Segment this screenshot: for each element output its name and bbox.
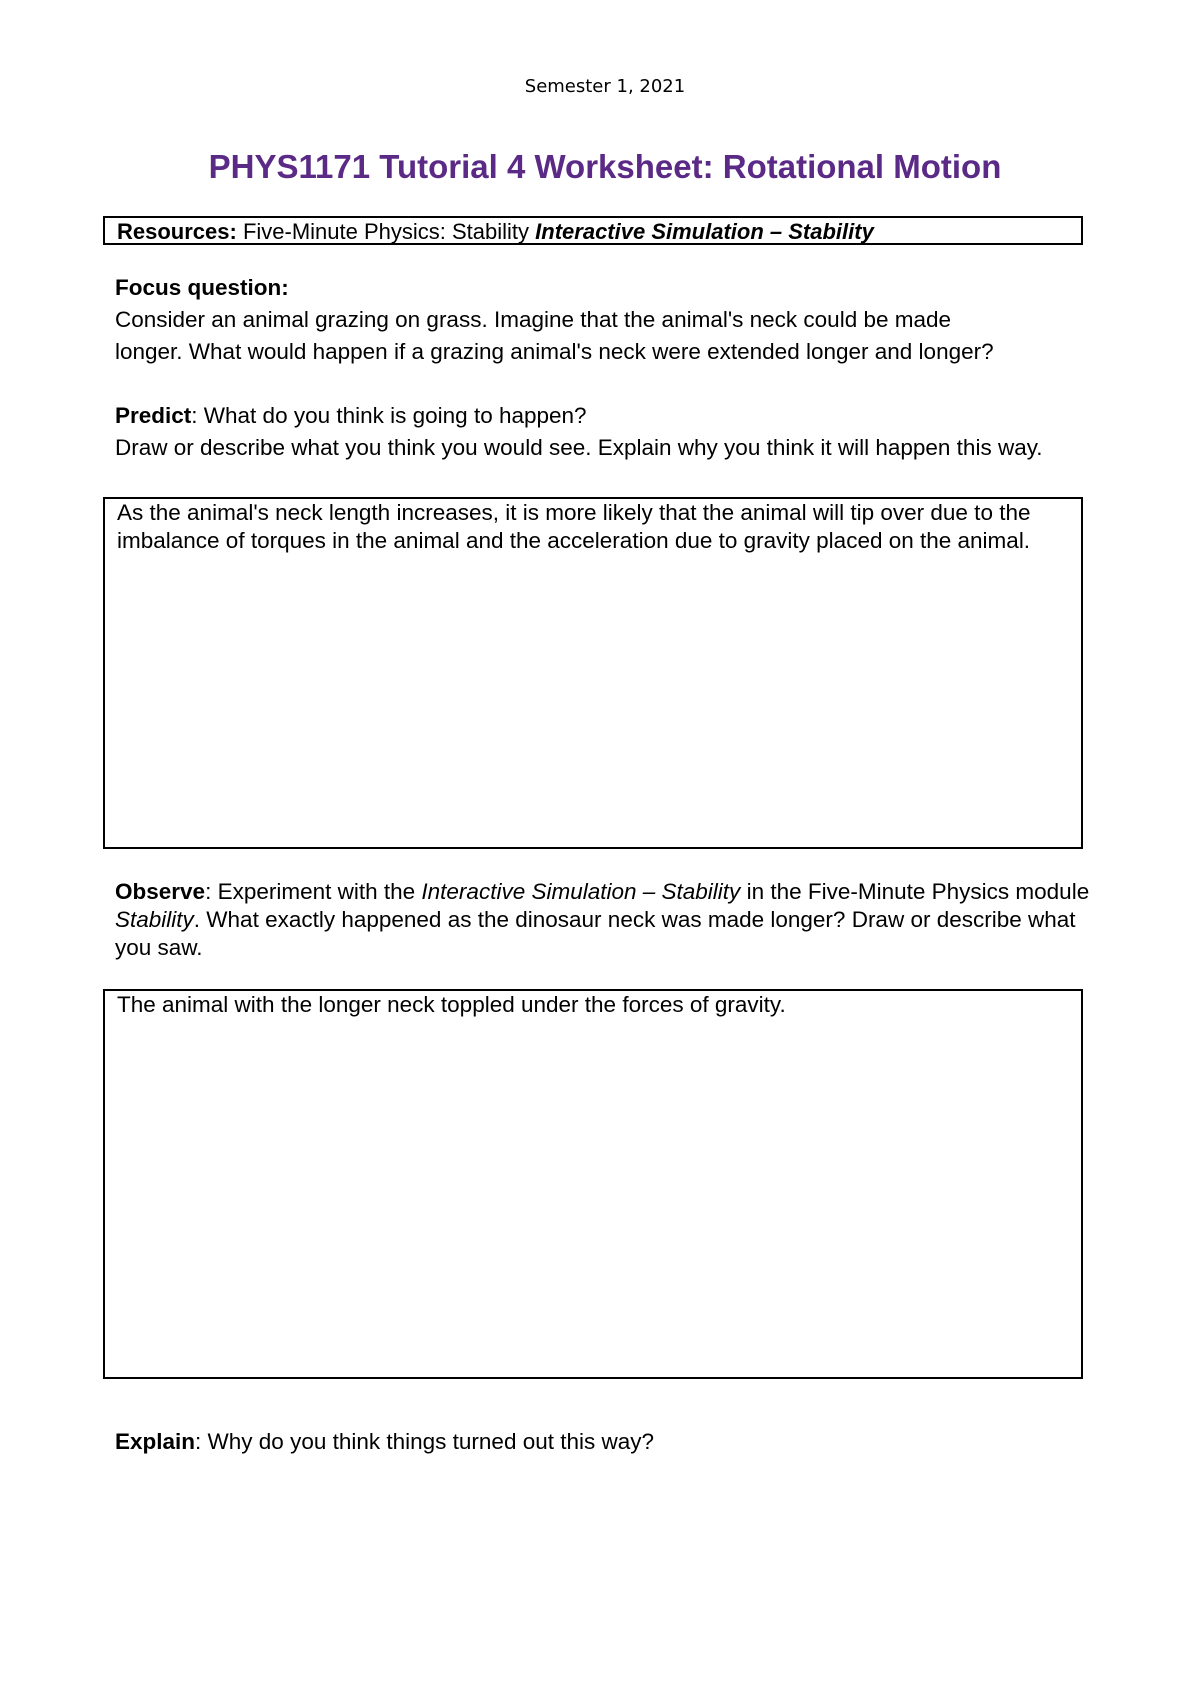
resources-link[interactable]: Interactive Simulation – Stability	[535, 219, 874, 244]
explain-label: Explain	[115, 1429, 196, 1454]
predict-answer-box[interactable]	[103, 497, 1083, 849]
predict-section	[115, 400, 1095, 464]
predict-label: Predict	[115, 403, 192, 428]
observe-sim-name: Interactive Simulation – Stability	[421, 879, 741, 904]
observe-module-name: Stability	[115, 907, 194, 932]
explain-section	[115, 1426, 1095, 1458]
observe-answer-box[interactable]	[103, 989, 1083, 1379]
observe-section	[115, 878, 1090, 962]
observe-label: Observe	[115, 879, 206, 904]
observe-text-3: . What exactly happened as the dinosaur neck was made longer? Draw or describe what you saw.	[115, 907, 1076, 960]
focus-question-line-1: Consider an animal grazing on grass. Imagine that the animal's neck could be made	[115, 307, 952, 332]
semester-header: Semester 1, 2021	[524, 76, 686, 97]
observe-text-1: : Experiment with the	[205, 879, 422, 904]
resources-label: Resources:	[117, 219, 237, 244]
page-title: PHYS1171 Tutorial 4 Worksheet: Rotational Motion	[208, 148, 1002, 185]
focus-question-section	[115, 272, 1095, 368]
predict-question-text: : What do you think is going to happen?	[191, 403, 587, 428]
predict-instruction: Draw or describe what you think you would see. Explain why you think it will happen this way.	[115, 435, 1043, 460]
observe-answer-text: The animal with the longer neck toppled under the forces of gravity.	[117, 992, 786, 1017]
observe-text-2: in the Five-Minute Physics module	[740, 879, 1090, 904]
focus-question-label: Focus question:	[115, 275, 289, 300]
resources-box	[103, 216, 1083, 245]
resources-text: Five-Minute Physics: Stability	[236, 219, 536, 244]
predict-answer-text: As the animal's neck length increases, it is more likely that the animal will tip over due to the imbalance of torques in the animal and the acceleration due to gravity placed on the animal.	[117, 500, 1031, 553]
focus-question-line-2: longer. What would happen if a grazing animal's neck were extended longer and longer?	[115, 339, 994, 364]
explain-question-text: : Why do you think things turned out this way?	[195, 1429, 655, 1454]
predict-question	[115, 400, 1095, 432]
